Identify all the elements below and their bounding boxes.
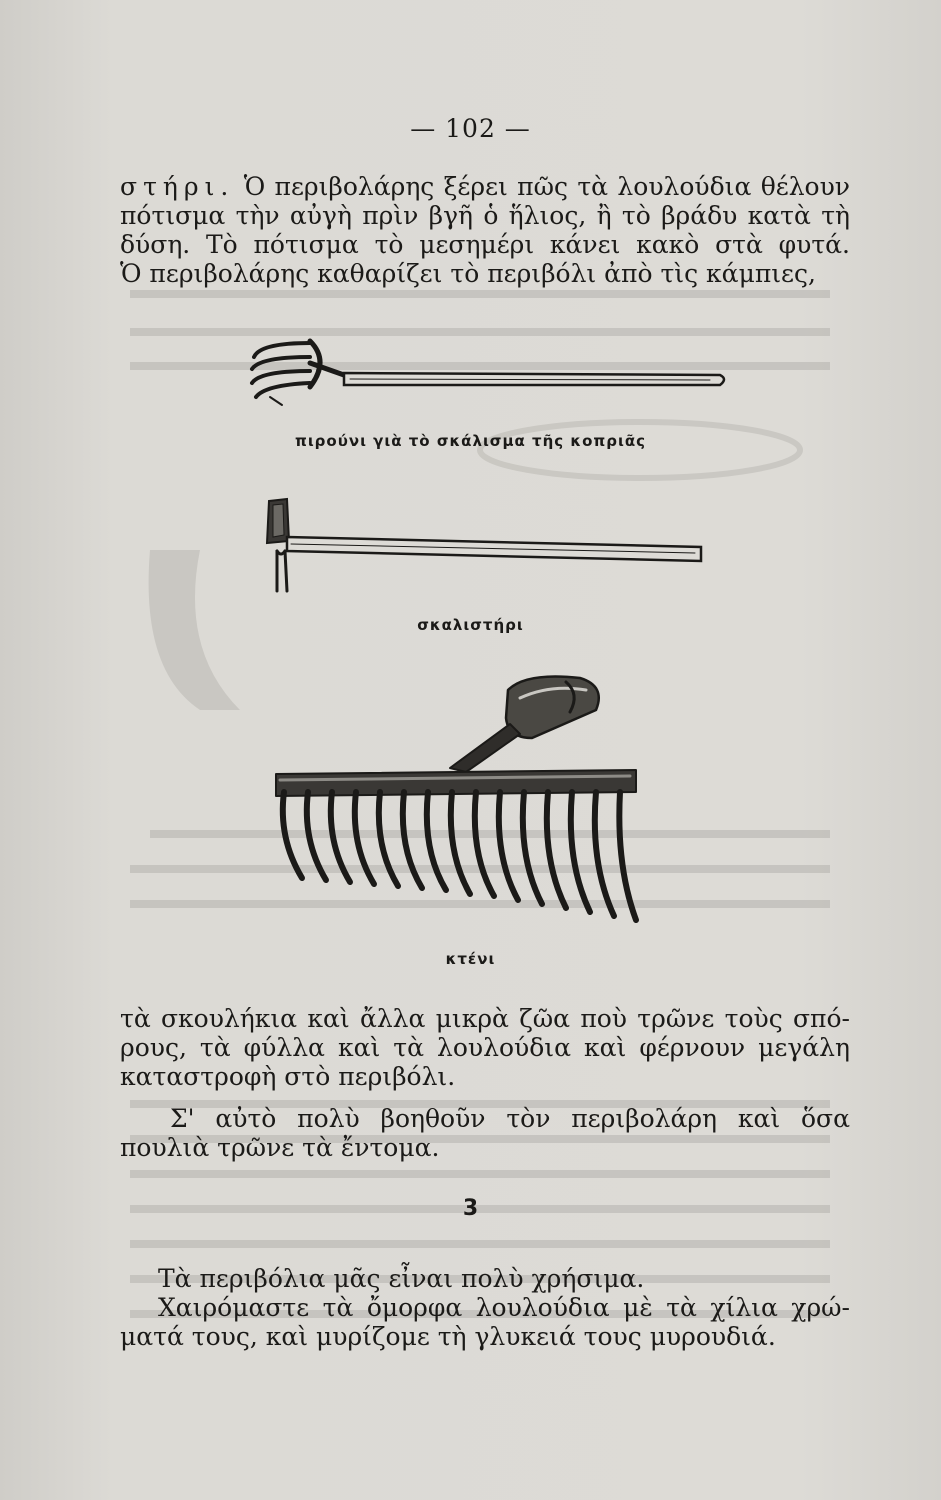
intro-line-1 [120, 172, 850, 201]
page-number: — 102 — [410, 114, 531, 143]
final-line-2: Χαιρόμαστε τὰ ὄμορφα λουλούδια μὲ τὰ χίλια χρώ- [158, 1293, 850, 1322]
pitchfork-illustration [240, 335, 740, 425]
final-paragraph [120, 1264, 850, 1351]
intro-line-2: πότισμα τὴν αὐγὴ πρὶν βγῆ ὁ ἥλιος, ἢ τὸ βράδυ κατὰ τὴ [120, 201, 850, 230]
rake-caption: κτένι [445, 950, 496, 968]
birds-line-1: Σ' αὐτὸ πολὺ βοηθοῦν τὸν περιβολάρη καὶ ὅσα [170, 1104, 850, 1133]
final-line-3: ματά τους, καὶ μυρίζομε τὴ γλυκειά τους μυρουδιά. [120, 1322, 776, 1351]
intro-line-4: Ὁ περιβολάρης καθαρίζει τὸ περιβόλι ἀπὸ τὶς κάμπιες, [120, 259, 816, 288]
middle-line-3: καταστροφὴ στὸ περιβόλι. [120, 1062, 456, 1091]
hoe-illustration [255, 495, 715, 600]
pitchfork-caption: πιρούνι γιὰ τὸ σκάλισμα τῆς κοπριᾶς [294, 432, 647, 450]
middle-paragraph [120, 1004, 850, 1091]
middle-line-2: ρους, τὰ φύλλα καὶ τὰ λουλούδια καὶ φέρνουν μεγάλη [120, 1033, 850, 1062]
final-line-1: Τὰ περιβόλια μᾶς εἶναι πολὺ χρήσιμα. [158, 1264, 645, 1293]
intro-line-1-rest: Ὁ περιβολάρης ξέρει πῶς τὰ λουλούδια θέλουν [243, 172, 850, 201]
birds-paragraph [120, 1104, 850, 1162]
middle-line-1: τὰ σκουλήκια καὶ ἄλλα μικρὰ ζῶα ποὺ τρῶνε τοὺς σπό- [120, 1004, 850, 1033]
intro-line-3: δύση. Τὸ πότισμα τὸ μεσημέρι κάνει κακὸ στὰ φυτά. [120, 230, 850, 259]
intro-paragraph [120, 172, 850, 288]
section-number: 3 [462, 1196, 479, 1221]
birds-line-2: πουλιὰ τρῶνε τὰ ἔντομα. [120, 1133, 440, 1162]
word-stiri: στήρι. [120, 172, 235, 201]
rake-illustration [270, 668, 660, 938]
hoe-caption: σκαλιστήρι [417, 616, 524, 634]
